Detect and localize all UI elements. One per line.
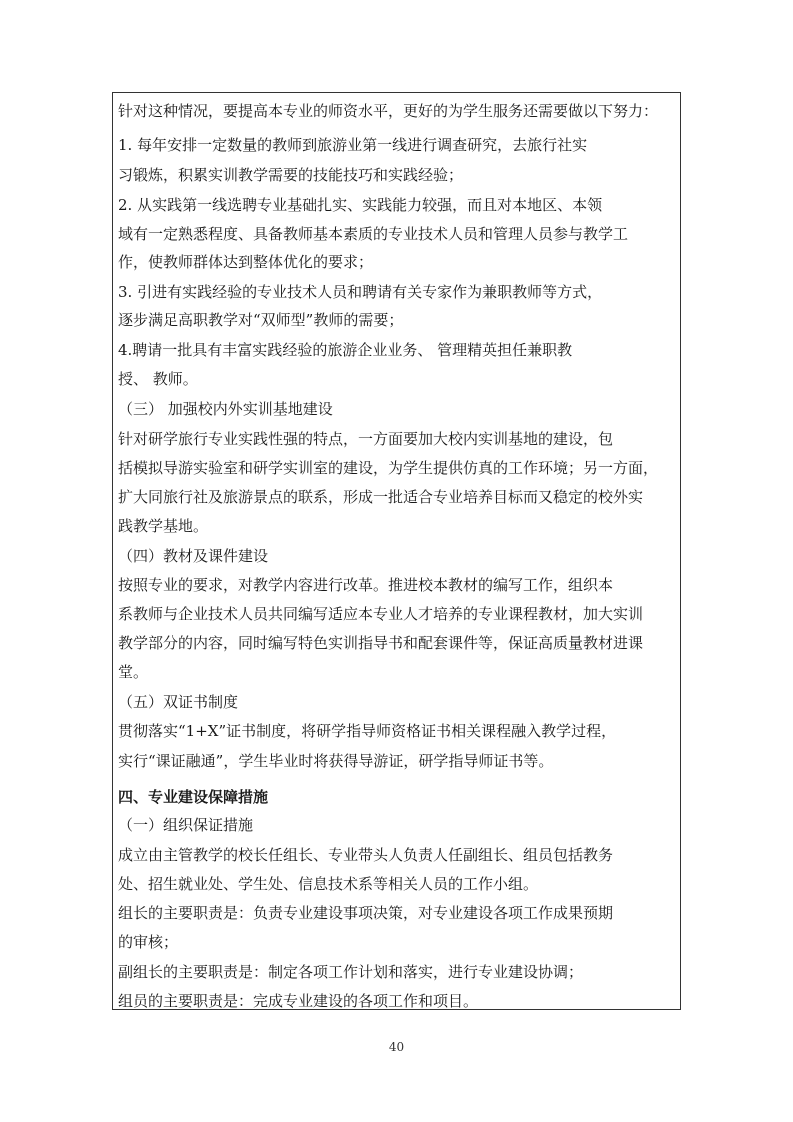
page-number: 40 xyxy=(388,1040,405,1054)
text-line: 1. 每年安排一定数量的教师到旅游业第一线进行调查研究，去旅行社实 xyxy=(118,136,588,154)
text-line: 习锻炼，积累实训教学需要的技能技巧和实践经验； xyxy=(118,166,464,184)
text-line: 扩大同旅行社及旅游景点的联系，形成一批适合专业培养目标而又稳定的校外实 xyxy=(118,488,644,506)
text-line: 2. 从实践第一线选聘专业基础扎实、实践能力较强，而且对本地区、本领 xyxy=(118,196,603,214)
text-line: 践教学基地。 xyxy=(118,517,209,535)
text-line: 贯彻落实“1+X”证书制度，将研学指导师资格证书相关课程融入教学过程， xyxy=(118,722,617,740)
section-heading: （五）双证书制度 xyxy=(118,693,239,711)
text-line: 成立由主管教学的校长任组长、专业带头人负责人任副组长、组员包括教务 xyxy=(118,846,614,864)
text-line: 括模拟导游实验室和研学实训室的建设，为学生提供仿真的工作环境；另一方面， xyxy=(118,459,659,477)
text-line: 的审核； xyxy=(118,933,179,951)
text-line: 堂。 xyxy=(118,663,149,681)
section-heading: （四）教材及课件建设 xyxy=(118,547,269,565)
text-line: 域有一定熟悉程度、具备教师基本素质的专业技术人员和管理人员参与教学工 xyxy=(118,225,629,243)
text-line: 教学部分的内容，同时编写特色实训指导书和配套课件等，保证高质量教材进课 xyxy=(118,634,644,652)
chapter-heading: 四、专业建设保障措施 xyxy=(118,788,269,806)
section-heading: （一）组织保证措施 xyxy=(118,816,254,834)
text-line: 3. 引进有实践经验的专业技术人员和聘请有关专家作为兼职教师等方式， xyxy=(118,283,603,301)
text-line: 系教师与企业技术人员共同编写适应本专业人才培养的专业课程教材，加大实训 xyxy=(118,605,644,623)
text-line: 副组长的主要职责是：制定各项工作计划和落实，进行专业建设协调； xyxy=(118,963,584,981)
text-line: 逐步满足高职教学对“双师型”教师的需要； xyxy=(118,311,404,329)
text-line: 针对这种情况，要提高本专业的师资水平，更好的为学生服务还需要做以下努力： xyxy=(118,102,659,120)
text-line: 4.聘请一批具有丰富实践经验的旅游企业业务、 管理精英担任兼职教 xyxy=(118,341,573,359)
text-line: 按照专业的要求，对教学内容进行改革。推进校本教材的编写工作，组织本 xyxy=(118,576,614,594)
text-line: 组长的主要职责是：负责专业建设事项决策，对专业建设各项工作成果预期 xyxy=(118,904,614,922)
text-line: 针对研学旅行专业实践性强的特点，一方面要加大校内实训基地的建设，包 xyxy=(118,430,614,448)
text-line: 处、招生就业处、学生处、信息技术系等相关人员的工作小组。 xyxy=(118,875,539,893)
text-line: 授、 教师。 xyxy=(118,370,198,388)
text-line: 实行“课证融通”，学生毕业时将获得导游证，研学指导师证书等。 xyxy=(118,752,554,770)
text-line: 作，使教师群体达到整体优化的要求； xyxy=(118,253,374,271)
section-heading: （三） 加强校内外实训基地建设 xyxy=(118,400,333,418)
text-line: 组员的主要职责是：完成专业建设的各项工作和项目。 xyxy=(118,992,479,1010)
